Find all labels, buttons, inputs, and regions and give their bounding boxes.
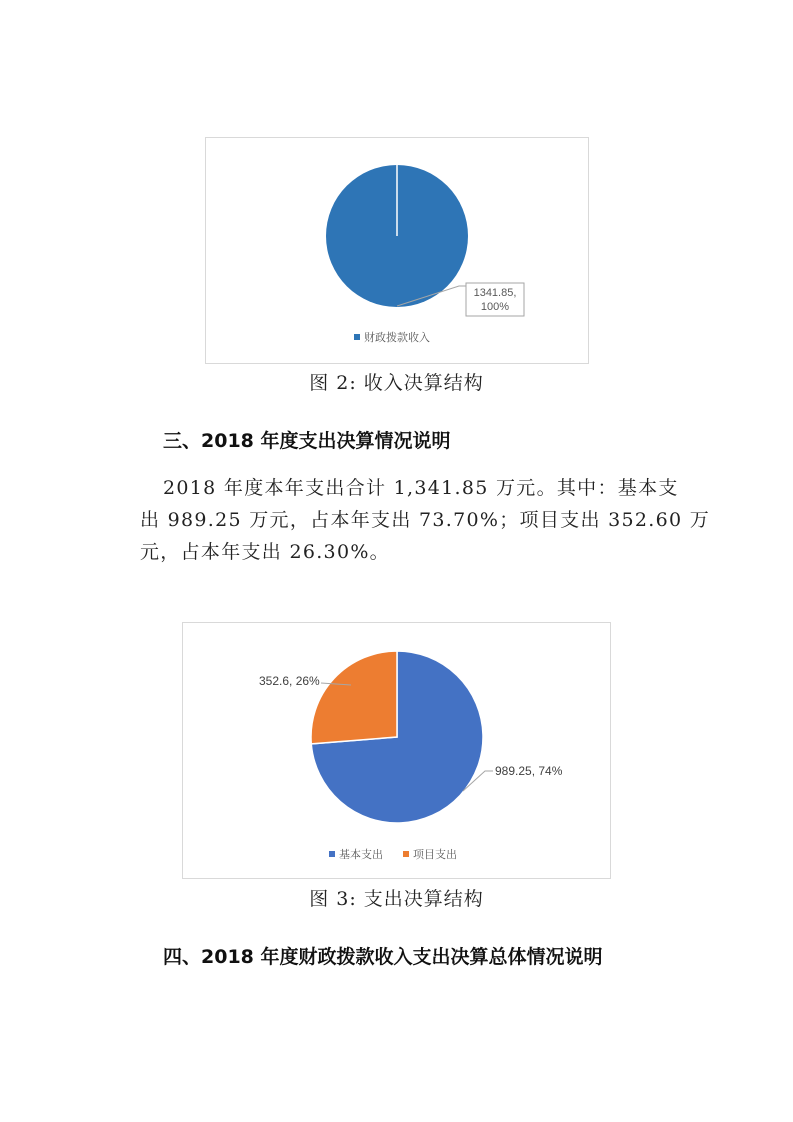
figure-3-caption: 图 3: 支出决算结构: [309, 888, 484, 910]
income-structure-chart: [205, 137, 589, 364]
income-legend-swatch: [354, 334, 360, 340]
expense-legend-basic-label: 基本支出: [339, 848, 383, 861]
expense-basic-data-label: 989.25, 74%: [495, 764, 563, 778]
figure-2-caption: 图 2: 收入决算结构: [309, 372, 484, 394]
income-data-label-percent: 100%: [480, 301, 510, 313]
expense-legend-project-swatch: [403, 851, 409, 857]
income-data-label-value: 1341.85,: [473, 287, 517, 299]
expense-legend-project-label: 项目支出: [413, 848, 457, 861]
section-3-heading: 三、2018 年度支出决算情况说明: [163, 430, 451, 452]
expense-legend-basic-swatch: [329, 851, 335, 857]
section-3-paragraph-line-2: 出 989.25 万元，占本年支出 73.70%；项目支出 352.60 万: [140, 509, 711, 531]
expense-pie-slice-project: [311, 651, 397, 744]
expense-pie-svg: [183, 623, 610, 878]
expense-structure-chart: [182, 622, 611, 879]
section-3-paragraph-line-3: 元，占本年支出 26.30%。: [140, 541, 390, 563]
section-3-paragraph-line-1: 2018 年度本年支出合计 1,341.85 万元。其中：基本支: [163, 477, 679, 499]
expense-project-data-label: 352.6, 26%: [259, 674, 320, 688]
income-legend-label: 财政拨款收入: [364, 331, 430, 344]
section-4-heading: 四、2018 年度财政拨款收入支出决算总体情况说明: [163, 946, 603, 968]
income-pie-svg: [206, 138, 588, 363]
